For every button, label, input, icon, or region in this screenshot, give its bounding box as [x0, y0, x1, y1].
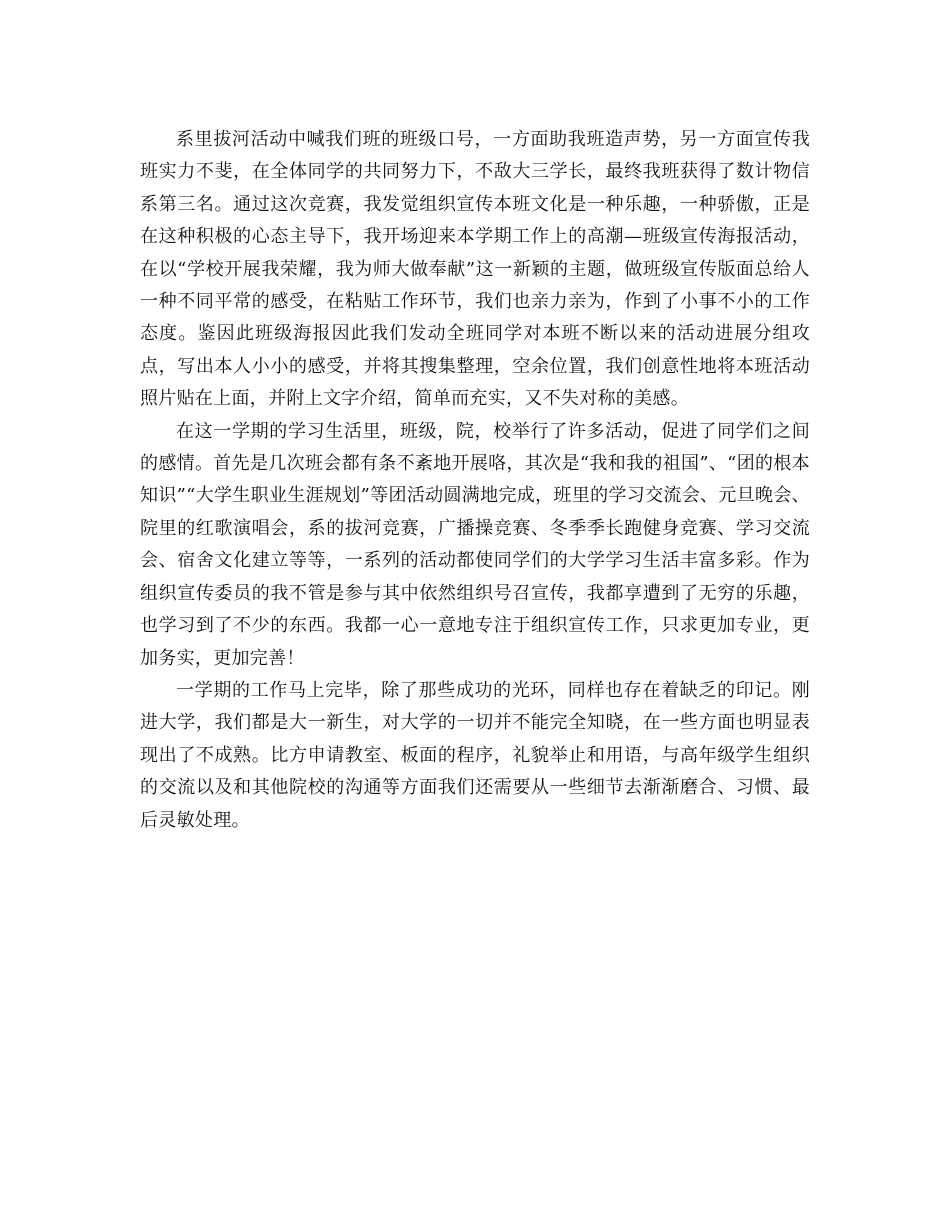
- paragraph: 系里拔河活动中喊我们班的班级口号，一方面助我班造声势，另一方面宣传我班实力不斐，在全体同学的共同努力下，不敌大三学长，最终我班获得了数计物信系第三名。通过这次竞赛，我发觉组织宣传本班文化是一种乐趣，一种骄傲，正是在这种积极的心态主导下，我开场迎来本学期工作上的高潮—班级宣传海报活动，在以“学校开展我荣耀，我为师大做奉献”这一新颖的主题，做班级宣传版面总给人一种不同平常的感受，在粘贴工作环节，我们也亲力亲为，作到了小事不小的工作态度。鉴因此班级海报因此我们发动全班同学对本班不断以来的活动进展分组攻点，写出本人小小的感受，并将其搜集整理，空余位置，我们创意性地将本班活动照片贴在上面，并附上文字介绍，简单而充实，又不失对称的美感。: [140, 129, 810, 410]
- document-body: [140, 124, 810, 837]
- paragraph: 在这一学期的学习生活里，班级，院，校举行了许多活动，促进了同学们之间的感情。首先是几次班会都有条不紊地开展咯，其次是“我和我的祖国”、“团的根本知识”“大学生职业生涯规划”等团活动圆满地完成，班里的学习交流会、元旦晚会、院里的红歌演唱会，系的拔河竞赛，广播操竞赛、冬季季长跑健身竞赛、学习交流会、宿舍文化建立等等，一系列的活动都使同学们的大学学习生活丰富多彩。作为组织宣传委员的我不管是参与其中依然组织号召宣传，我都享遭到了无穷的乐趣，也学习到了不少的东西。我都一心一意地专注于组织宣传工作，只求更加专业，更加务实，更加完善！: [140, 420, 810, 669]
- paragraph: 一学期的工作马上完毕，除了那些成功的光环，同样也存在着缺乏的印记。刚进大学，我们都是大一新生，对大学的一切并不能完全知晓，在一些方面也明显表现出了不成熟。比方申请教室、板面的程序，礼貌举止和用语，与高年级学生组织的交流以及和其他院校的沟通等方面我们还需要从一些细节去渐渐磨合、习惯、最后灵敏处理。: [140, 679, 810, 831]
